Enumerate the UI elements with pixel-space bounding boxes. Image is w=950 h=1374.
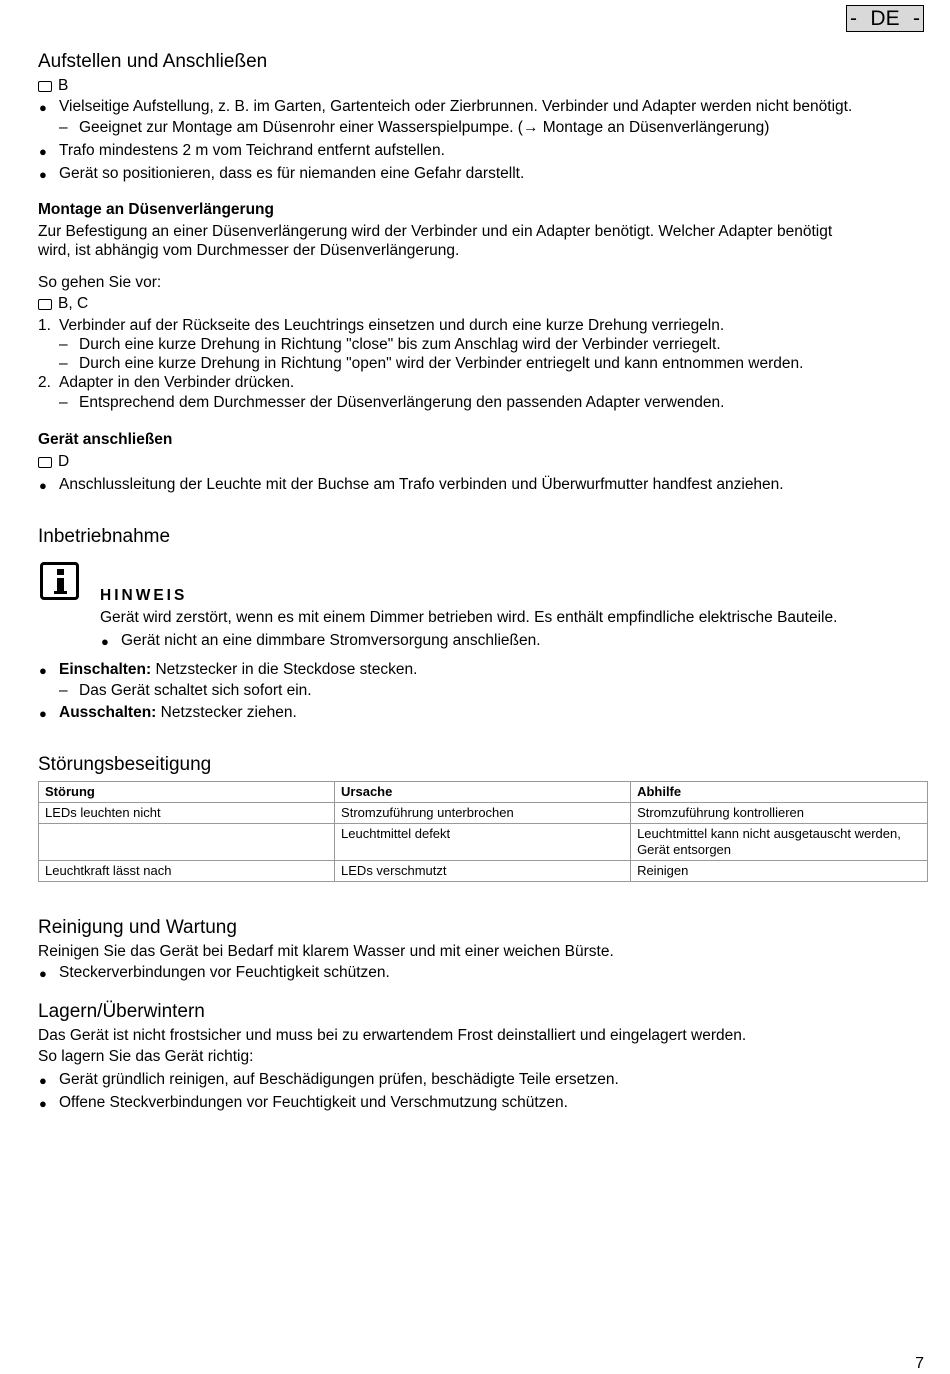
list-item-text: Gerät gründlich reinigen, auf Beschädigungen prüfen, beschädigte Teile ersetzen. (59, 1071, 619, 1088)
figure-ref-icon (38, 81, 52, 92)
list-item (38, 98, 852, 117)
switch-on-text: Netzstecker in die Steckdose stecken. (151, 661, 418, 678)
table-row (39, 803, 928, 824)
switch-on-label: Einschalten: (59, 661, 152, 678)
table-cell: Reinigen (631, 861, 928, 882)
notice-bullet-text: Gerät nicht an eine dimmbare Stromversorgung anschließen. (121, 632, 541, 649)
list-subitem (38, 682, 312, 700)
list-item-text: Trafo mindestens 2 m vom Teichrand entfernt aufstellen. (59, 142, 445, 159)
table-row (39, 824, 928, 861)
list-item (38, 661, 417, 680)
mount-paragraph-line-1: Zur Befestigung an einer Düsenverlängerung wird der Verbinder und ein Adapter benötigt. Welcher Adapter benötigt (38, 223, 833, 240)
bullet-icon: ● (39, 1073, 47, 1088)
list-subitem-text: Durch eine kurze Drehung in Richtung "open" wird der Verbinder entriegelt und kann entnommen werden. (79, 355, 804, 372)
figure-ref-label: B (58, 77, 69, 94)
bullet-icon: ● (39, 1096, 47, 1111)
connect-figure-ref (38, 453, 69, 471)
list-subitem (38, 336, 721, 354)
table-cell: Stromzuführung kontrollieren (631, 803, 928, 824)
list-item (38, 964, 390, 983)
language-badge (846, 5, 924, 32)
badge-language-code: DE (870, 7, 900, 30)
bullet-icon: ● (39, 167, 47, 182)
list-item (38, 476, 784, 495)
list-subitem-text: Das Gerät schaltet sich sofort ein. (79, 682, 312, 699)
table-cell: Leuchtmittel kann nicht ausgetauscht werden, Gerät entsorgen (631, 824, 928, 861)
step-text: Adapter in den Verbinder drücken. (59, 374, 295, 391)
mount-paragraph-line-2: wird, ist abhängig vom Durchmesser der Düsenverlängerung. (38, 242, 460, 259)
list-subitem-text: Geeignet zur Montage am Düsenrohr einer Wasserspielpumpe. (→ Montage an Düsenverlängerung) (79, 119, 770, 136)
mount-heading: Montage an Düsenverlängerung (38, 201, 274, 218)
notice-title: HINWEIS (100, 587, 188, 604)
list-subitem (38, 355, 803, 373)
step-text: Verbinder auf der Rückseite des Leuchtrings einsetzen und durch eine kurze Drehung verriegeln. (59, 317, 725, 334)
dash-icon: – (59, 682, 68, 699)
table-cell (39, 824, 335, 861)
step-number: 1. (38, 317, 51, 334)
setup-heading: Aufstellen und Anschließen (38, 51, 268, 72)
dash-icon: – (59, 336, 68, 353)
dash-icon: – (59, 394, 68, 411)
step-item (38, 317, 724, 335)
table-cell: Leuchtmittel defekt (335, 824, 631, 861)
step-number: 2. (38, 374, 51, 391)
list-subitem (38, 394, 724, 412)
list-item-text: Steckerverbindungen vor Feuchtigkeit schützen. (59, 964, 390, 981)
figure-ref-label: D (58, 453, 70, 470)
list-subitem-text: Durch eine kurze Drehung in Richtung "close" bis zum Anschlag wird der Verbinder verriegelt. (79, 336, 721, 353)
storage-text-1: Das Gerät ist nicht frostsicher und muss bei zu erwartendem Frost deinstalliert und eingelagert werden. (38, 1027, 747, 1044)
dash-icon: – (59, 355, 68, 372)
list-subitem-text: Entsprechend dem Durchmesser der Düsenverlängerung den passenden Adapter verwenden. (79, 394, 725, 411)
table-header-cell: Ursache (335, 782, 631, 803)
troubleshooting-heading: Störungsbeseitigung (38, 754, 212, 775)
list-item-text: Offene Steckverbindungen vor Feuchtigkeit und Verschmutzung schützen. (59, 1094, 568, 1111)
list-subitem (38, 119, 769, 137)
connect-heading: Gerät anschließen (38, 431, 173, 448)
table-header-row (39, 782, 928, 803)
page-number: 7 (915, 1355, 924, 1372)
table-cell: Stromzuführung unterbrochen (335, 803, 631, 824)
figure-ref-label: B, C (58, 295, 89, 312)
storage-text-2: So lagern Sie das Gerät richtig: (38, 1048, 254, 1065)
badge-dash-right: - (913, 7, 920, 30)
switch-off-text: Netzstecker ziehen. (156, 704, 297, 721)
table-cell: Leuchtkraft lässt nach (39, 861, 335, 882)
mount-figure-ref (38, 295, 88, 313)
switch-off-label: Ausschalten: (59, 704, 157, 721)
list-item (38, 704, 297, 723)
badge-dash-left: - (850, 7, 857, 30)
troubleshooting-table (38, 781, 928, 882)
storage-heading: Lagern/Überwintern (38, 1001, 205, 1022)
figure-ref-icon (38, 299, 52, 310)
info-icon (40, 562, 79, 600)
cleaning-text: Reinigen Sie das Gerät bei Bedarf mit klarem Wasser und mit einer weichen Bürste. (38, 943, 614, 960)
bullet-icon: ● (39, 663, 47, 678)
list-item (38, 142, 445, 161)
table-cell: LEDs leuchten nicht (39, 803, 335, 824)
step-item (38, 374, 294, 392)
list-item-text: Vielseitige Aufstellung, z. B. im Garten, Gartenteich oder Zierbrunnen. Verbinder und Adapter werden nicht benötigt. (59, 98, 853, 115)
notice-bullet (100, 632, 541, 651)
table-header-cell: Störung (39, 782, 335, 803)
bullet-icon: ● (39, 144, 47, 159)
mount-howto: So gehen Sie vor: (38, 274, 162, 291)
list-item (38, 1094, 568, 1113)
bullet-icon: ● (39, 478, 47, 493)
list-item-text: Anschlussleitung der Leuchte mit der Buchse am Trafo verbinden und Überwurfmutter handfest anziehen. (59, 476, 784, 493)
notice-text: Gerät wird zerstört, wenn es mit einem Dimmer betrieben wird. Es enthält empfindliche elektrische Bauteile. (100, 609, 838, 626)
bullet-icon: ● (39, 966, 47, 981)
table-header-cell: Abhilfe (631, 782, 928, 803)
dash-icon: – (59, 119, 68, 136)
list-item-text: Gerät so positionieren, dass es für niemanden eine Gefahr darstellt. (59, 165, 525, 182)
setup-figure-ref (38, 77, 68, 95)
commissioning-heading: Inbetriebnahme (38, 526, 171, 547)
figure-ref-icon (38, 457, 52, 468)
list-item (38, 1071, 619, 1090)
table-cell: LEDs verschmutzt (335, 861, 631, 882)
bullet-icon: ● (39, 706, 47, 721)
cleaning-heading: Reinigung und Wartung (38, 917, 237, 938)
bullet-icon: ● (101, 634, 109, 649)
list-item (38, 165, 524, 184)
bullet-icon: ● (39, 100, 47, 115)
table-row (39, 861, 928, 882)
